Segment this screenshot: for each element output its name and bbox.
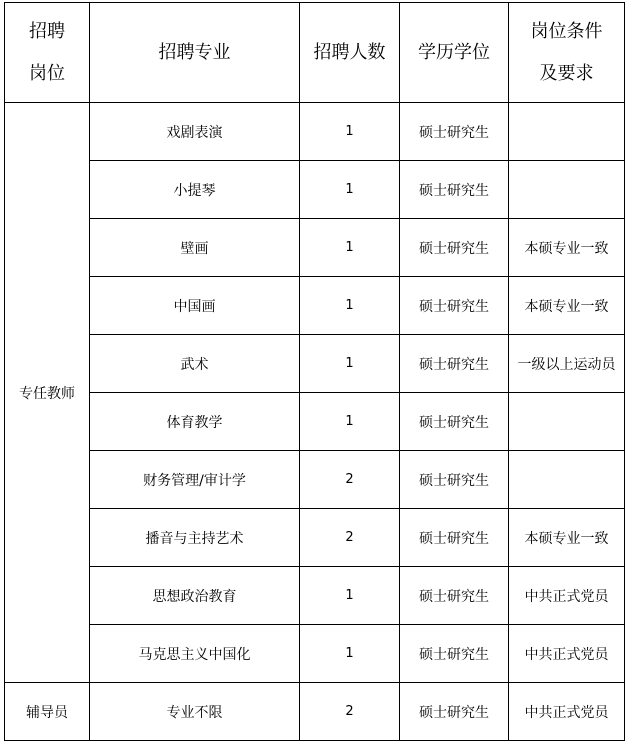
count-cell: 1 — [300, 393, 400, 451]
degree-cell: 硕士研究生 — [400, 451, 509, 509]
major-cell: 壁画 — [90, 219, 300, 277]
major-cell: 马克思主义中国化 — [90, 625, 300, 683]
count-cell: 2 — [300, 451, 400, 509]
count-cell: 1 — [300, 103, 400, 161]
count-cell: 1 — [300, 335, 400, 393]
count-cell: 1 — [300, 219, 400, 277]
degree-cell: 硕士研究生 — [400, 219, 509, 277]
degree-cell: 硕士研究生 — [400, 161, 509, 219]
major-cell: 播音与主持艺术 — [90, 509, 300, 567]
count-cell: 1 — [300, 567, 400, 625]
table-row — [5, 451, 625, 509]
requirement-cell — [509, 161, 625, 219]
degree-cell: 硕士研究生 — [400, 277, 509, 335]
header-requirements — [509, 3, 625, 103]
table-row — [5, 219, 625, 277]
requirement-cell — [509, 451, 625, 509]
major-cell: 思想政治教育 — [90, 567, 300, 625]
table-row — [5, 161, 625, 219]
table-row — [5, 683, 625, 741]
major-cell: 体育教学 — [90, 393, 300, 451]
major-cell: 戏剧表演 — [90, 103, 300, 161]
count-cell: 2 — [300, 683, 400, 741]
requirement-cell — [509, 103, 625, 161]
requirement-cell: 本硕专业一致 — [509, 277, 625, 335]
header-count: 招聘人数 — [300, 3, 400, 103]
table-row — [5, 509, 625, 567]
table-row — [5, 277, 625, 335]
requirement-cell: 中共正式党员 — [509, 567, 625, 625]
header-degree: 学历学位 — [400, 3, 509, 103]
requirement-cell — [509, 393, 625, 451]
major-cell: 专业不限 — [90, 683, 300, 741]
header-major: 招聘专业 — [90, 3, 300, 103]
header-position — [5, 3, 90, 103]
degree-cell: 硕士研究生 — [400, 335, 509, 393]
major-cell: 中国画 — [90, 277, 300, 335]
requirement-cell: 中共正式党员 — [509, 625, 625, 683]
table-row — [5, 393, 625, 451]
table-row — [5, 335, 625, 393]
degree-cell: 硕士研究生 — [400, 103, 509, 161]
degree-cell: 硕士研究生 — [400, 625, 509, 683]
table-row — [5, 103, 625, 161]
position-cell: 专任教师 — [5, 103, 90, 683]
requirement-cell: 一级以上运动员 — [509, 335, 625, 393]
header-requirements-line2: 及要求 — [539, 62, 594, 84]
table-row — [5, 625, 625, 683]
recruitment-table — [4, 2, 625, 741]
table-row — [5, 567, 625, 625]
requirement-cell: 中共正式党员 — [509, 683, 625, 741]
major-cell: 小提琴 — [90, 161, 300, 219]
header-requirements-line1: 岗位条件 — [530, 20, 603, 42]
major-cell: 财务管理/审计学 — [90, 451, 300, 509]
count-cell: 1 — [300, 161, 400, 219]
degree-cell: 硕士研究生 — [400, 393, 509, 451]
header-position-line1: 招聘 — [29, 20, 65, 42]
header-position-line2: 岗位 — [29, 62, 65, 84]
degree-cell: 硕士研究生 — [400, 683, 509, 741]
position-cell: 辅导员 — [5, 683, 90, 741]
major-cell: 武术 — [90, 335, 300, 393]
degree-cell: 硕士研究生 — [400, 567, 509, 625]
degree-cell: 硕士研究生 — [400, 509, 509, 567]
count-cell: 1 — [300, 277, 400, 335]
requirement-cell: 本硕专业一致 — [509, 219, 625, 277]
header-row — [5, 3, 625, 103]
count-cell: 2 — [300, 509, 400, 567]
requirement-cell: 本硕专业一致 — [509, 509, 625, 567]
count-cell: 1 — [300, 625, 400, 683]
